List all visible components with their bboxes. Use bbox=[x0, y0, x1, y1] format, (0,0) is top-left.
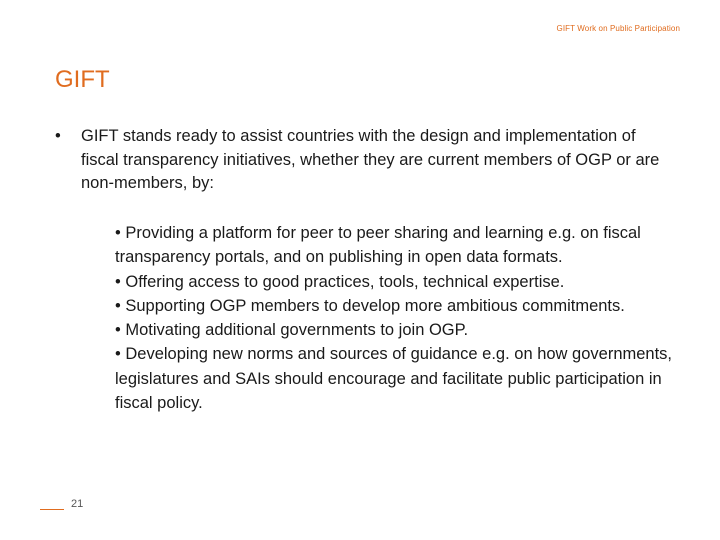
sub-bullet-item: • Developing new norms and sources of guidance e.g. on how governments, legislatures and SAIs should encourage and facilitate public participation in fiscal policy. bbox=[115, 345, 673, 413]
sub-bullet-item: • Motivating additional governments to join OGP. bbox=[115, 321, 469, 340]
header-label: GIFT Work on Public Participation bbox=[556, 24, 680, 33]
main-bullet-text: GIFT stands ready to assist countries with the design and implementation of fiscal transparency initiatives, whether they are current members of OGP or are non-members, by: bbox=[81, 127, 660, 192]
sub-bullet-item: • Offering access to good practices, tools, technical expertise. bbox=[115, 272, 565, 291]
sub-bullet-item: • Providing a platform for peer to peer sharing and learning e.g. on fiscal transparency portals, and on publishing in open data formats. bbox=[115, 224, 641, 267]
slide-title: GIFT bbox=[55, 66, 110, 93]
sub-bullet-item: • Supporting OGP members to develop more ambitious commitments. bbox=[115, 296, 625, 315]
footer-divider bbox=[40, 509, 64, 510]
sub-bullet-list bbox=[115, 221, 685, 415]
bullet-marker: • bbox=[55, 127, 61, 145]
main-bullet bbox=[55, 125, 675, 196]
page-number: 21 bbox=[71, 498, 84, 510]
